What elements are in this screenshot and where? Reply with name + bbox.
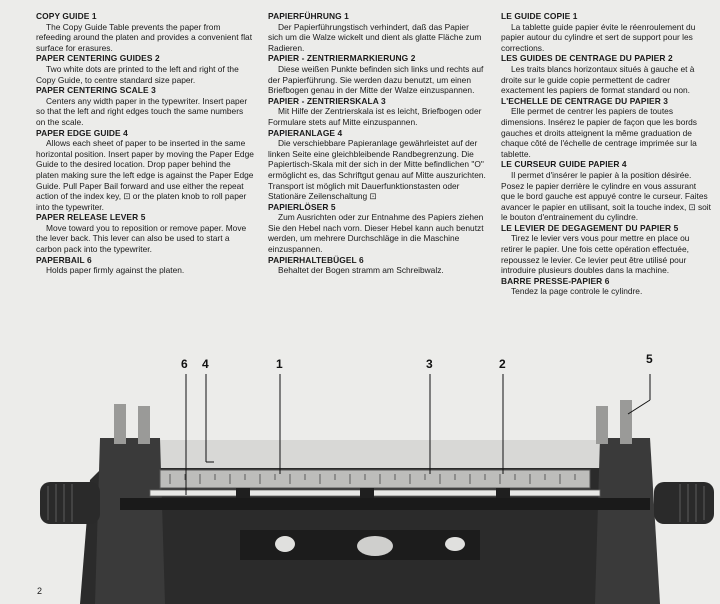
page-number: 2 bbox=[37, 586, 43, 596]
bail-roller-center bbox=[360, 488, 374, 498]
section-body: Holds paper firmly against the platen. bbox=[46, 265, 185, 276]
section-zentrierskala bbox=[268, 96, 486, 128]
german-column bbox=[268, 11, 486, 276]
right-platen-knob bbox=[654, 482, 714, 524]
paper-release-lever bbox=[620, 400, 632, 444]
section-body: Two white dots are printed to the left and right of the Copy Guide, to centre standard size paper. bbox=[36, 63, 239, 85]
paper-bail bbox=[150, 490, 600, 496]
section-heading: PAPIERANLAGE 4 bbox=[268, 127, 343, 138]
section-body: Behaltet der Bogen stramm am Schreibwalz. bbox=[278, 265, 444, 276]
section-guides-de-centrage bbox=[501, 53, 711, 95]
callout-1: 1 bbox=[276, 357, 283, 371]
bail-roller-right bbox=[496, 488, 510, 498]
section-heading: PAPER RELEASE LEVER 5 bbox=[36, 212, 146, 223]
section-paper-release-lever bbox=[36, 212, 254, 254]
callout-6: 6 bbox=[181, 357, 188, 371]
section-curseur-guide bbox=[501, 159, 711, 223]
section-body: Allows each sheet of paper to be inserted in the same horizontal position. Insert paper by moving the Paper Edge Guide to the desired location. Drop paper behind the platen making sure the left edge is against the Paper Edge Guide. Pull Paper Bail forward and use either the repeat action of the index key, ⊡ or the platen knob to roll paper into the typewriter. bbox=[36, 138, 254, 212]
section-heading: PAPER EDGE GUIDE 4 bbox=[36, 127, 128, 138]
section-heading: BARRE PRESSE-PAPIER 6 bbox=[501, 275, 610, 286]
section-heading: LE LEVIER DE DEGAGEMENT DU PAPIER 5 bbox=[501, 222, 679, 233]
section-paper-centering-guides bbox=[36, 53, 254, 85]
section-heading: PAPIER - ZENTRIERSKALA 3 bbox=[268, 95, 386, 106]
section-body: Die verschiebbare Papieranlage gewährleistet auf der linken Seite eine gleichbleibende Randbegrenzung. Die Papiertisch-Skala mit der sich in der Mitte befindlichen "O" ermöglicht es, das Schriftgut genau auf Mitte auszurichten. Transport ist möglich mit Dauerfunktionstasten oder Stationäre Zeilenschaltung ⊡ bbox=[268, 138, 486, 202]
section-heading: L'ECHELLE DE CENTRAGE DU PAPIER 3 bbox=[501, 95, 669, 106]
section-paper-edge-guide bbox=[36, 128, 254, 213]
section-body: Mit Hilfe der Zentrierskala ist es leicht, Briefbogen oder Formulare stets auf Mitte einzuspannen. bbox=[268, 106, 482, 127]
type-element-left bbox=[275, 536, 295, 552]
left-post bbox=[114, 404, 126, 444]
section-body: Tirez le levier vers vous pour mettre en place ou retirer le papier. Une fois cette opération effectuée, repoussez le levier. Ce levier peut être utilisé pour introduire plusieurs doubles dans la machine. bbox=[501, 233, 690, 276]
bail-roller-left bbox=[236, 488, 250, 498]
section-heading: LE CURSEUR GUIDE PAPIER 4 bbox=[501, 159, 627, 170]
section-copy-guide bbox=[36, 11, 254, 53]
section-body: Elle permet de centrer les papiers de toutes dimensions. Insérez le papier de façon que les bords gauches et droits atteignent la même graduation de chaque côté de l'échelle de centrage imprimée sur la tablette. bbox=[501, 106, 697, 159]
section-heading: PAPER CENTERING GUIDES 2 bbox=[36, 53, 160, 64]
section-body: The Copy Guide Table prevents the paper from refeeding around the platen and provides a convenient flat surface for erasures. bbox=[36, 21, 253, 53]
section-body: Der Papierführungstisch verhindert, daß das Papier sich um die Walze wickelt und dient als glatte Fläche zum Radieren. bbox=[268, 21, 482, 53]
typewriter-figure bbox=[0, 340, 720, 604]
section-heading: PAPIERHALTEBÜGEL 6 bbox=[268, 254, 364, 265]
section-levier-degagement bbox=[501, 223, 711, 276]
section-guide-copie bbox=[501, 11, 711, 53]
section-barre-presse-papier bbox=[501, 276, 711, 297]
section-echelle-de-centrage bbox=[501, 96, 711, 160]
type-element bbox=[357, 536, 393, 556]
section-heading: PAPIER - ZENTRIERMARKIERUNG 2 bbox=[268, 53, 416, 64]
section-papierhaltebuegel bbox=[268, 255, 486, 276]
french-column bbox=[501, 11, 711, 297]
left-housing bbox=[95, 438, 165, 604]
copy-guide-table bbox=[120, 440, 600, 468]
section-heading: LE GUIDE COPIE 1 bbox=[501, 11, 578, 21]
left-post-2 bbox=[138, 406, 150, 444]
ribbon-guide bbox=[445, 537, 465, 551]
section-zentriermarkierung bbox=[268, 53, 486, 95]
section-heading: PAPER CENTERING SCALE 3 bbox=[36, 85, 156, 96]
callout-3: 3 bbox=[426, 357, 433, 371]
section-body: Tendez la page controle le cylindre. bbox=[511, 286, 643, 297]
section-body: Centers any width paper in the typewriter. Insert paper so that the left and right edges touch the same numbers on the scale. bbox=[36, 95, 248, 127]
left-platen-knob bbox=[40, 482, 100, 524]
section-body: La tablette guide papier évite le réenroulement du papier autour du cylindre et sert de support pour les corrections. bbox=[501, 21, 696, 53]
right-housing bbox=[595, 438, 660, 604]
section-papierfuehrung bbox=[268, 11, 486, 53]
section-body: Move toward you to reposition or remove paper. Move the lever back. This lever can also be used to start a carbon pack into the typewriter. bbox=[36, 222, 247, 255]
callout-2: 2 bbox=[499, 357, 506, 371]
english-column bbox=[36, 11, 254, 276]
section-body: Zum Ausrichten oder zur Entnahme des Papiers ziehen Sie den Hebel nach vorn. Dieser Hebel kann auch benutzt werden, um mehrere Durchschläge in die Maschine einzuspannen. bbox=[268, 212, 484, 255]
section-heading: PAPERBAIL 6 bbox=[36, 254, 92, 265]
section-body: Les traits blancs horizontaux situés à gauche et à droite sur le guide copie permettent de cadrer exactement les papiers de format standard ou non. bbox=[501, 63, 695, 96]
section-body: Il permet d'insérer le papier à la position désirée. Posez le papier derrière le cylindre en vous assurant que le bord gauche est appuyé contre le curseur. Faites avancer le papier en utilisant, soit la touche index, ⊡ soit le bouton d'entrainement du cylindre. bbox=[501, 169, 711, 223]
section-paper-centering-scale bbox=[36, 85, 254, 127]
platen bbox=[120, 498, 650, 510]
callout-4: 4 bbox=[202, 357, 209, 371]
callout-5: 5 bbox=[646, 352, 653, 366]
section-heading: COPY GUIDE 1 bbox=[36, 11, 97, 21]
paper-centering-scale bbox=[160, 470, 590, 488]
right-post bbox=[596, 406, 608, 444]
section-body: Diese weißen Punkte befinden sich links und rechts auf der Papierführung. Sie werden dazu benutzt, um einen Briefbogen genau in der Mitte der Walze einzuspannen. bbox=[268, 63, 484, 96]
section-papieranlage bbox=[268, 128, 486, 202]
section-heading: PAPIERLÖSER 5 bbox=[268, 201, 336, 212]
section-heading: PAPIERFÜHRUNG 1 bbox=[268, 11, 349, 21]
section-papierloeser bbox=[268, 202, 486, 255]
section-paperbail bbox=[36, 255, 254, 276]
section-heading: LES GUIDES DE CENTRAGE DU PAPIER 2 bbox=[501, 53, 673, 64]
